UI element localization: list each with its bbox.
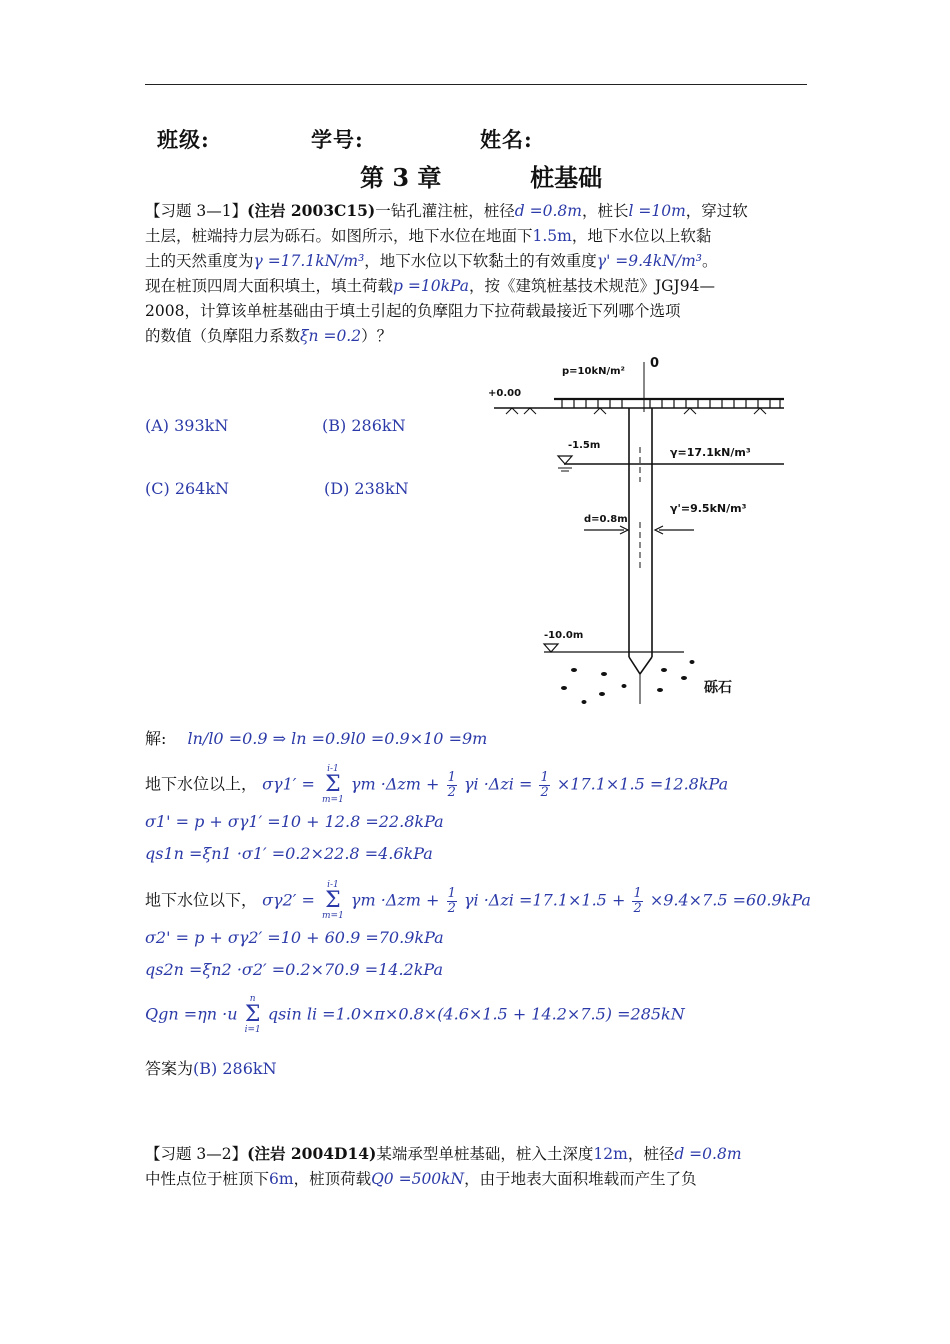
pile-length: l =10m (628, 202, 686, 220)
problem1-text: 。 (702, 252, 718, 270)
sum-symbol: i-1 Σ m=1 (322, 764, 344, 805)
problem1-text: 的数值（负摩阻力系数 (145, 327, 301, 345)
problem1-text: 土层，桩端持力层为砾石。如图所示，地下水位在地面下 (145, 227, 533, 245)
problem1-line1 (145, 198, 748, 224)
sum-lower: m=1 (322, 911, 344, 921)
equation-1: ln/l0 =0.9 ⇒ ln =0.9l0 =0.9×10 =9m (187, 729, 488, 748)
below-gw-label: 地下水位以下， (145, 890, 258, 910)
equation-7: qs2n =ξn2 ·σ2′ =0.2×70.9 =14.2kPa (145, 960, 443, 979)
header-rule (145, 84, 807, 85)
frac-num: 1 (633, 885, 642, 901)
frac-den: 2 (447, 784, 456, 800)
problem1-text: 一钻孔灌注桩，桩径 (375, 202, 515, 220)
equation-2-end: ×17.1×1.5 =12.8kPa (556, 774, 729, 794)
problem2-text: 中性点位于桩顶下 (145, 1170, 270, 1188)
problem1-tag: 【习题 3—1】 (145, 202, 248, 220)
equation-8 (145, 994, 685, 1036)
class-label: 班级: (157, 127, 210, 152)
problem1-line2 (145, 223, 711, 249)
equation-6: σ2' = p + σγ2′ =10 + 60.9 =70.9kPa (145, 928, 444, 947)
load-label: p=10kN/m² (562, 366, 625, 377)
problem1-text: 土的天然重度为 (145, 252, 254, 270)
equation-2-tail: γi ·Δzi = (463, 774, 533, 794)
groundwater-depth: 1.5m (532, 227, 572, 245)
frac-num: 1 (540, 769, 549, 785)
pile-diameter-label: d=0.8m (584, 514, 628, 525)
solution-line2 (145, 764, 728, 806)
equation-5-mid: γm ·Δzm + (350, 890, 440, 910)
pile-diagram (484, 352, 794, 712)
equation-5-tail: γi ·Δzi =17.1×1.5 + (463, 890, 626, 910)
student-id-label: 学号: (311, 127, 364, 152)
sum-symbol: i-1 Σ m=1 (322, 880, 344, 921)
sum-symbol: n Σ i=1 (244, 994, 261, 1035)
answer-value: (B) 286kN (193, 1059, 277, 1078)
equation-8-lhs: Qgn =ηn ·u (145, 1004, 238, 1024)
half-fraction (447, 771, 457, 800)
answer-label: 答案为 (145, 1059, 194, 1078)
equation-3: σ1' = p + σγ1′ =10 + 12.8 =22.8kPa (145, 812, 444, 831)
equation-2-rhs: γm ·Δzm + (350, 774, 440, 794)
tip-marker-icon (544, 644, 558, 652)
problem1-line6 (145, 323, 392, 349)
problem1-line5: 2008，计算该单桩基础由于填土引起的负摩阻力下拉荷载最接近下列哪个选项 (145, 302, 681, 320)
chapter-name: 桩基础 (530, 163, 603, 192)
unit-weight: γ =17.1kN/m³ (253, 252, 365, 270)
equation-5-end: ×9.4×7.5 =60.9kPa (649, 890, 811, 910)
problem2-diameter: d =0.8m (674, 1145, 742, 1163)
problem1-text: 现在桩顶四周大面积填土，填土荷载 (145, 277, 394, 295)
effective-unit-weight-label: γ'=9.5kN/m³ (670, 502, 747, 515)
problem1-text: ，桩长 (581, 202, 629, 220)
embed-depth: 12m (593, 1145, 628, 1163)
zero-label: 0 (650, 356, 660, 371)
problem1-text: ，按《建筑桩基技术规范》JGJ94— (468, 277, 715, 295)
option-a: (A) 393kN (145, 416, 229, 435)
unit-weight-label: γ=17.1kN/m³ (670, 446, 751, 459)
equation-4: qs1n =ξn1 ·σ1′ =0.2×22.8 =4.6kPa (145, 844, 433, 863)
sum-lower: m=1 (322, 795, 344, 805)
solution-line1 (145, 726, 487, 749)
sum-upper: i-1 (327, 764, 339, 774)
gw-elevation-label: -1.5m (568, 440, 601, 451)
problem1-text: ）？ (361, 327, 393, 345)
fill-load: p =10kPa (393, 277, 469, 295)
equation-5-lhs: σγ2′ = (262, 890, 315, 910)
chapter-title (360, 158, 602, 193)
chapter-number: 第 3 章 (360, 163, 442, 192)
frac-num: 1 (447, 885, 456, 901)
gravel-dots (561, 660, 695, 704)
half-fraction (447, 887, 457, 916)
pile-diameter: d =0.8m (514, 202, 582, 220)
problem1-line4 (145, 273, 715, 299)
problem1-line3 (145, 248, 718, 274)
problem1-text: ，穿过软 (685, 202, 748, 220)
sum-lower: i=1 (244, 1025, 261, 1035)
top-load: Q0 =500kN (371, 1170, 465, 1188)
frac-den: 2 (540, 784, 549, 800)
neutral-point-depth: 6m (269, 1170, 294, 1188)
frac-den: 2 (447, 900, 456, 916)
problem2-text: 某端承型单桩基础，桩入土深度 (376, 1145, 594, 1163)
answer-line (145, 1056, 277, 1079)
effective-unit-weight: γ' =9.4kN/m³ (596, 252, 702, 270)
load-arrows (562, 399, 780, 408)
equation-2-lhs: σγ1′ = (262, 774, 315, 794)
option-b: (B) 286kN (322, 416, 406, 435)
problem2-line2 (145, 1166, 697, 1192)
frac-den: 2 (633, 900, 642, 916)
frac-num: 1 (447, 769, 456, 785)
half-fraction (539, 771, 549, 800)
friction-coefficient: ξn =0.2 (300, 327, 362, 345)
half-fraction (632, 887, 642, 916)
solution-line5 (145, 880, 811, 922)
solution-intro: 解: (145, 729, 167, 748)
problem2-text: ，由于地表大面积堆载而产生了负 (464, 1170, 697, 1188)
problem2-text: ，桩顶荷载 (293, 1170, 372, 1188)
gravel-label: 砾石 (704, 680, 732, 696)
problem1-source: (注岩 2003C15) (247, 201, 376, 220)
tip-elevation-label: -10.0m (544, 630, 584, 641)
pile-tip (629, 657, 652, 674)
sum-upper: n (249, 994, 256, 1004)
surface-elevation-label: +0.00 (488, 388, 522, 399)
above-gw-label: 地下水位以上， (145, 774, 258, 794)
option-c: (C) 264kN (145, 479, 230, 498)
problem2-tag: 【习题 3—2】 (145, 1145, 248, 1163)
problem2-line1 (145, 1141, 742, 1167)
problem1-text: ，地下水位以下软黏土的有效重度 (364, 252, 597, 270)
option-d: (D) 238kN (324, 479, 409, 498)
sum-upper: i-1 (327, 880, 339, 890)
problem2-text: ，桩径 (627, 1145, 675, 1163)
problem1-text: ，地下水位以上软黏 (571, 227, 712, 245)
equation-8-rhs: qsin li =1.0×π×0.8×(4.6×1.5 + 14.2×7.5) =285kN (267, 1004, 685, 1024)
gw-marker-icon (558, 456, 572, 464)
soil-hatch (506, 408, 766, 414)
problem2-source: (注岩 2004D14) (247, 1144, 377, 1163)
name-label: 姓名: (480, 127, 533, 152)
